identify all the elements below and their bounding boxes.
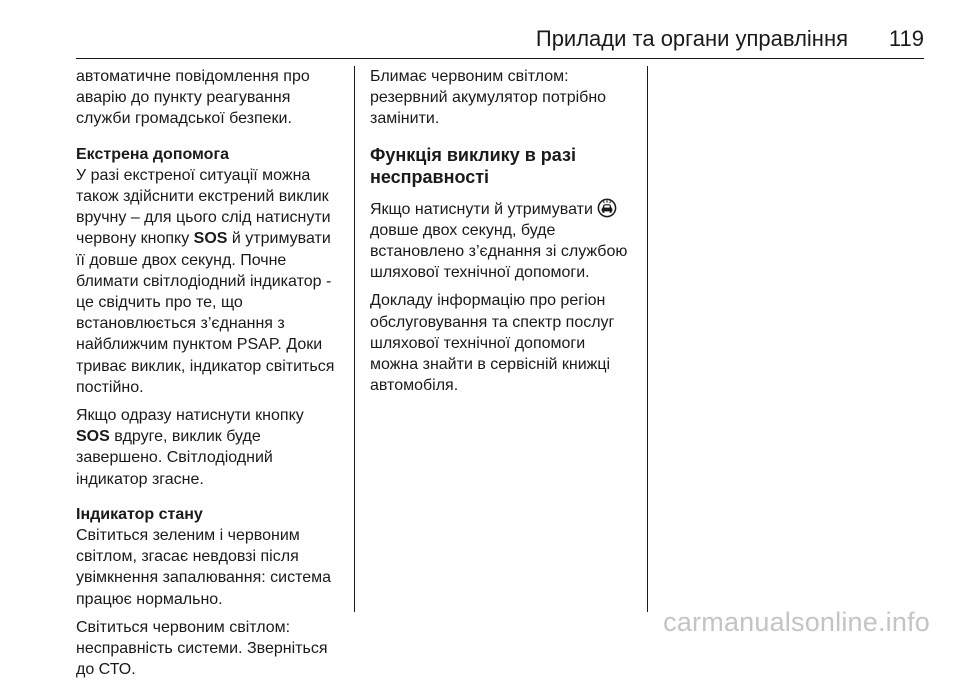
text-line: також здійснити екстрений виклик bbox=[76, 188, 329, 206]
column-divider-right bbox=[647, 66, 648, 612]
text-line: працює нормально. bbox=[76, 590, 223, 608]
text-line: шляхової технічної допомоги. bbox=[370, 264, 590, 282]
text-line: це свідчить про те, що bbox=[76, 294, 243, 312]
text-line bbox=[370, 201, 617, 218]
text-fragment: вдруге, виклик буде bbox=[109, 428, 261, 446]
text-line: замінити. bbox=[370, 110, 440, 128]
failure-call-paragraph bbox=[370, 198, 642, 284]
emergency-heading: Екстрена допомога bbox=[76, 145, 229, 163]
text-line: шляхової технічної допомоги bbox=[370, 334, 586, 352]
column-divider-left bbox=[354, 66, 355, 612]
text-fragment: й утримувати bbox=[227, 230, 331, 248]
roadside-assistance-icon bbox=[597, 198, 617, 218]
heading-line: несправності bbox=[370, 166, 490, 187]
text-fragment: червону кнопку bbox=[76, 230, 194, 248]
text-line: У разі екстреної ситуації можна bbox=[76, 166, 311, 184]
text-line: увімкнення запалювання: система bbox=[76, 569, 332, 587]
text-line: Докладу інформацію про регіон bbox=[370, 292, 606, 310]
text-fragment: Якщо натиснути й утримувати bbox=[370, 200, 598, 218]
sos-keyword: SOS bbox=[193, 230, 228, 248]
status-red-paragraph bbox=[76, 617, 348, 681]
text-line: триває виклик, індикатор світиться bbox=[76, 357, 335, 375]
status-indicator-heading: Індикатор стану bbox=[76, 505, 203, 523]
middle-column bbox=[370, 66, 642, 403]
text-line: індикатор згасне. bbox=[76, 470, 204, 488]
text-line: несправність системи. Зверніться bbox=[76, 640, 328, 658]
header-title: Прилади та органи управління bbox=[535, 26, 848, 51]
page-header bbox=[0, 0, 960, 60]
blink-red-paragraph bbox=[370, 66, 642, 130]
page-number: 119 bbox=[888, 26, 924, 51]
text-line: служби громадської безпеки. bbox=[76, 110, 292, 128]
watermark: carmanualsonline.info bbox=[663, 607, 930, 637]
text-line: Якщо одразу натиснути кнопку bbox=[76, 407, 304, 425]
failure-call-heading bbox=[370, 144, 642, 188]
status-green-red-paragraph bbox=[76, 525, 348, 610]
text-line: резервний акумулятор потрібно bbox=[370, 89, 607, 107]
text-line: автомобіля. bbox=[370, 377, 459, 395]
text-line bbox=[76, 230, 331, 247]
text-line bbox=[76, 428, 261, 445]
text-line: довше двох секунд, буде bbox=[370, 221, 556, 239]
repeat-press-paragraph bbox=[76, 405, 348, 490]
text-line: автоматичне повідомлення про bbox=[76, 68, 310, 85]
header-rule bbox=[76, 58, 924, 59]
text-line: найближчим пунктом PSAP. Доки bbox=[76, 336, 323, 354]
intro-paragraph bbox=[76, 66, 348, 130]
text-line: Світиться червоним світлом: bbox=[76, 618, 291, 636]
service-info-paragraph bbox=[370, 290, 642, 396]
text-line: встановлено з’єднання зі службою bbox=[370, 243, 628, 261]
left-column bbox=[76, 66, 348, 687]
text-line: вручну – для цього слід натиснути bbox=[76, 209, 331, 227]
text-line: її довше двох секунд. Почне bbox=[76, 251, 287, 269]
sos-keyword: SOS bbox=[76, 428, 110, 446]
text-line: завершено. Світлодіодний bbox=[76, 449, 273, 467]
text-line: постійно. bbox=[76, 378, 144, 396]
text-line: аварію до пункту реагування bbox=[76, 89, 291, 107]
text-line: можна знайти в сервісній книжці bbox=[370, 356, 611, 374]
text-line: світлом, згасає невдовзі після bbox=[76, 548, 299, 566]
text-line: обслуговування та спектр послуг bbox=[370, 313, 615, 331]
emergency-paragraph bbox=[76, 165, 348, 398]
text-line: блимати світлодіодний індикатор - bbox=[76, 272, 332, 290]
text-line: встановлюється з’єднання з bbox=[76, 315, 285, 333]
text-line: до СТО. bbox=[76, 661, 136, 679]
heading-line: Функція виклику в разі bbox=[370, 144, 576, 165]
text-line: Світиться зеленим і червоним bbox=[76, 527, 300, 545]
text-line: Блимає червоним світлом: bbox=[370, 68, 569, 85]
